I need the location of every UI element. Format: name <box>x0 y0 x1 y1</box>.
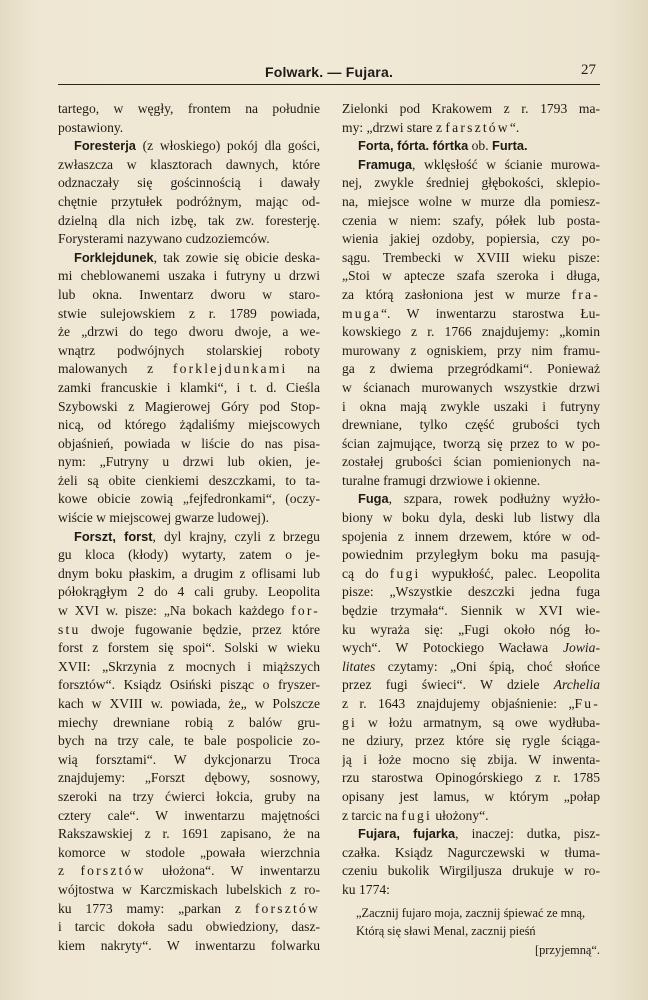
entry-reference: Furta. <box>492 138 528 154</box>
text-line: kiem nakryty“. W inwentarzu folwarku <box>58 937 320 953</box>
text-run: wych“. W Potockiego Wacława <box>342 640 563 656</box>
text-line <box>342 286 600 305</box>
text-line: na, miejsce wolne w murze dla pomiesz- <box>342 193 600 209</box>
text-line: „Stoi w aptecze szafa szeroka i długa, <box>342 268 600 284</box>
text-line: turalne framugi drzwiowe i okienne. <box>342 472 541 488</box>
text-run: z <box>58 863 81 879</box>
text-line: drewniane, tylko część grubości tych <box>342 417 600 433</box>
text-run: “. W inwentarzu starostwa Łu- <box>381 305 600 321</box>
text-run: malowanych z <box>58 361 173 377</box>
entry-line <box>58 137 320 156</box>
entry-line <box>58 249 320 268</box>
left-column <box>58 100 320 955</box>
spaced-term: Fu- <box>574 696 600 711</box>
text-run: w XVI w. pisze: „Na bokach każdego <box>58 603 292 619</box>
right-column <box>342 100 600 959</box>
text-line: ga z dwiema przegródkami“. Ponieważ <box>342 361 600 377</box>
text-run: z tarcic na <box>342 807 402 823</box>
text-line: dzielną dla nich izbę, tak zw. foresterję. <box>58 212 320 228</box>
quote-line: „Zacznij fujaro moja, zacznij śpiewać ze mną, <box>356 905 586 920</box>
text-line: Szybowski z Magierowej Góry pod Stop- <box>58 398 320 414</box>
text-run: cą do <box>342 565 390 581</box>
text-line: odznaczały się gościnnością i dawały <box>58 175 320 191</box>
text-line: stwie sulejowskiem z r. 1789 powiada, <box>58 305 320 321</box>
spaced-term: gi <box>342 714 357 730</box>
text-line <box>58 862 320 881</box>
text-line: spojenia z innem drzewem, które w od- <box>342 528 600 544</box>
text-line: nej, zwykle średniej głębokości, sklepio- <box>342 175 600 191</box>
entry-headword: Forklejdunek <box>74 249 154 265</box>
text-run: ułożona“. W inwentarzu <box>145 863 320 879</box>
text-line: ne dziury, przez które się rygle ściąga- <box>342 733 600 749</box>
page-header <box>58 62 600 84</box>
italic-title: Archelia <box>553 677 600 693</box>
text-line: wią forsztami“. W dykcjonarzu Troca <box>58 751 320 767</box>
text-line <box>342 305 600 324</box>
text-line: ku wyraża się: „Fugi około nóg ło- <box>342 621 600 637</box>
text-run: z r. 1643 znajdujemy objaśnienie: „ <box>342 696 575 711</box>
spaced-term: stu <box>58 621 81 637</box>
text-line: XVII: „Skrzynia z mocnych i miąższych <box>58 658 320 674</box>
entry-text: , tak zowie się obicie deska- <box>153 249 320 265</box>
text-line: wnątrz podwójnych stolarskiej roboty <box>58 342 320 358</box>
entry-text: , wklęsłość w ścianie murowa- <box>412 156 600 172</box>
text-line: bych na trzy cale, te bale pospolicie zo- <box>58 733 320 749</box>
entry-headword: Framuga <box>358 156 413 172</box>
text-line: półokrągłym 2 do 4 cali gruby. Leopolita <box>58 584 320 600</box>
text-line <box>342 658 600 677</box>
spaced-term: muga <box>342 305 382 321</box>
text-line: czenia w niem: szafy, półek lub posta- <box>342 212 600 228</box>
spaced-term: forsztów <box>254 900 320 916</box>
text-line <box>342 119 600 138</box>
text-line: miechy drewniane robią z balów gru- <box>58 714 320 730</box>
entry-line <box>58 528 320 547</box>
entry-line <box>342 156 600 175</box>
text-line: kowe obicie zowią „fejfedronkami“, (oczy- <box>58 491 320 507</box>
text-run: my: „drzwi stare z <box>342 119 446 135</box>
text-line: czeniu bukolik Wirgiljusza drukuje w ro- <box>342 863 600 879</box>
entry-line <box>342 825 600 844</box>
text-run: “. <box>509 119 520 135</box>
text-line: Forysterami nazywano cudzoziemców. <box>58 231 270 247</box>
entry-line <box>342 137 600 156</box>
text-line: ścian zajmujące, tworzą się przez to w po- <box>342 435 600 451</box>
text-line: kach w XVIII w. powiada, że„ w Polszcze <box>58 696 320 711</box>
text-line: czałka. Ksiądz Nagurczewski w tłuma- <box>342 844 600 860</box>
text-run: wypukłość, palec. Leopolita <box>420 565 600 581</box>
text-line: mi cheblowanemi uszaka i futryny u drzwi <box>58 268 320 284</box>
text-line: ją i łoże mocno się zbija. W inwenta- <box>342 751 600 767</box>
spaced-term: for- <box>291 603 320 619</box>
header-rule <box>58 84 600 85</box>
text-line <box>58 900 320 919</box>
text-line: i okna mają zwykle uszaki i futryny <box>342 398 600 414</box>
text-line: kowskiego z r. 1766 znajdujemy: „komin <box>342 324 600 340</box>
quote-line: Którą się sławi Menal, zacznij pieśń <box>356 924 536 939</box>
text-run: ku 1773 mamy: „parkan z <box>58 900 255 916</box>
spaced-term: fugi <box>401 807 432 823</box>
text-line: nicą, od którego żądaliśmy miejscowych <box>58 417 320 433</box>
text-line: dnym boku płaskim, a drugim z oflisami lub <box>58 565 320 581</box>
entry-text: , dyl krajny, czyli z brzegu <box>152 528 320 544</box>
text-line: szeroki na trzy ćwierci łokcia, gruby na <box>58 788 320 804</box>
text-line: lub okna. Inwentarz dworu w staro- <box>58 286 320 302</box>
page-number: 27 <box>581 62 596 78</box>
text-line <box>342 807 600 826</box>
text-line: i tarcic dokoła sadu obwiedziony, dasz- <box>58 919 320 935</box>
text-line: opisany jest lamus, w którym „połap <box>342 788 600 804</box>
text-line: komorce w stodole „powała wierzchnia <box>58 844 320 860</box>
entry-text: (z włoskiego) pokój dla gości, <box>135 138 320 154</box>
text-line: rzu starostwa Opinogórskiego z r. 1785 <box>342 770 600 786</box>
text-line: zostałej grubości ścian pomienionych na- <box>342 454 600 470</box>
text-line: objaśnień, powiada w liście do nas pisa- <box>58 435 320 451</box>
text-line: forsztów“. Ksiądz Osiński pisząc o fryszer- <box>58 677 320 693</box>
text-line: biony w boku dyla, deski lub listwy dla <box>342 510 600 526</box>
entry-headword: Forszt, forst <box>74 528 153 544</box>
entry-text: ob. <box>468 138 493 154</box>
text-line <box>58 360 320 379</box>
text-run: w łożu armatnym, są owe wydłuba- <box>356 714 600 730</box>
text-line: postawiony. <box>58 119 124 135</box>
quote-line: [przyjemną“. <box>534 942 600 957</box>
text-line: Zielonki pod Krakowem z r. 1793 ma- <box>342 101 600 116</box>
text-run: ułożony“. <box>431 807 489 823</box>
spaced-term: forsztów <box>80 863 146 879</box>
text-line <box>342 714 600 733</box>
text-line <box>58 602 320 621</box>
italic-title: Jowia- <box>563 640 600 656</box>
text-line: żeli są obite cienkiemi deszczkami, to ta- <box>58 472 320 488</box>
text-line: w ścianach murowanych wszystkie drzwi <box>342 379 600 395</box>
text-line: tartego, w węgły, frontem na południe <box>58 101 320 116</box>
text-run: czytamy: „Oni śpią, choć słońce <box>375 658 600 674</box>
entry-text: , inaczej: dutka, pisz- <box>455 826 600 842</box>
text-line: że „drzwi do tego dworu dwoje, a we- <box>58 324 320 340</box>
text-run: dwoje fugowanie będzie, przez które <box>80 621 320 637</box>
spaced-term: fugi <box>389 565 421 581</box>
text-line: zamki francuskie i klamki“, i t. d. Cieśla <box>58 379 320 395</box>
text-line: wiście w miejscowej gwarze ludowej). <box>58 510 270 526</box>
text-line <box>342 676 600 695</box>
text-line: wójtostwa w Karczmiskach lubelskich z ro- <box>58 881 320 897</box>
entry-headword: Foresterja <box>74 138 136 154</box>
text-line: ku 1774: <box>342 881 390 897</box>
text-line <box>342 695 600 714</box>
spaced-term: fra- <box>571 286 600 302</box>
text-line <box>342 565 600 584</box>
entry-headword: Forta, fórta. fórtka <box>358 138 469 154</box>
running-title: Folwark. — Fujara. <box>264 64 394 80</box>
text-line: wienia jakiej ozdoby, popiersia, czy po- <box>342 231 600 247</box>
entry-text: , szpara, rowek podłużny wyżło- <box>388 491 600 507</box>
text-line: gu kloca (kłody) wytarty, zatem o je- <box>58 547 320 563</box>
italic-title: litates <box>342 658 376 674</box>
text-line: murowany z ogniskiem, przy nim framu- <box>342 342 600 358</box>
text-line: powiednim przyległym boku ma pasują- <box>342 547 600 563</box>
text-line: Rakszawskiej z r. 1691 zapisano, że na <box>58 826 320 842</box>
spaced-term: forklejdunkami <box>172 361 288 377</box>
text-line: znajdujemy: „Forszt dębowy, sosnowy, <box>58 770 320 786</box>
text-run: przez fugi świeci“. W dziele <box>342 677 554 693</box>
text-run: na <box>287 361 320 377</box>
text-line: zwłaszcza w klasztorach dawnych, które <box>58 156 320 172</box>
text-line <box>58 621 320 640</box>
text-line: sągu. Trembecki w XVIII wieku pisze: <box>342 249 600 265</box>
text-line: chętnie przytułek podróżnym, mając od- <box>58 193 320 209</box>
text-line: cztery cale“. W inwentarzu majętności <box>58 807 320 823</box>
entry-headword: Fujara, fujarka <box>358 826 456 842</box>
spaced-term: farsztów <box>445 119 510 135</box>
text-line: nym: „Futryny u drzwi lub okien, je- <box>58 454 320 470</box>
text-run: za którą zasłoniona jest w murze <box>342 286 572 302</box>
text-line: forst z forstem się spoi“. Solski w wieku <box>58 640 320 656</box>
text-line: będzie trzymała“. Siennik w XVI wie- <box>342 603 600 619</box>
text-line <box>342 639 600 658</box>
entry-line <box>342 490 600 509</box>
text-line: pisze: „Wszystkie deszczki jedna fuga <box>342 584 600 600</box>
entry-headword: Fuga <box>358 491 389 507</box>
